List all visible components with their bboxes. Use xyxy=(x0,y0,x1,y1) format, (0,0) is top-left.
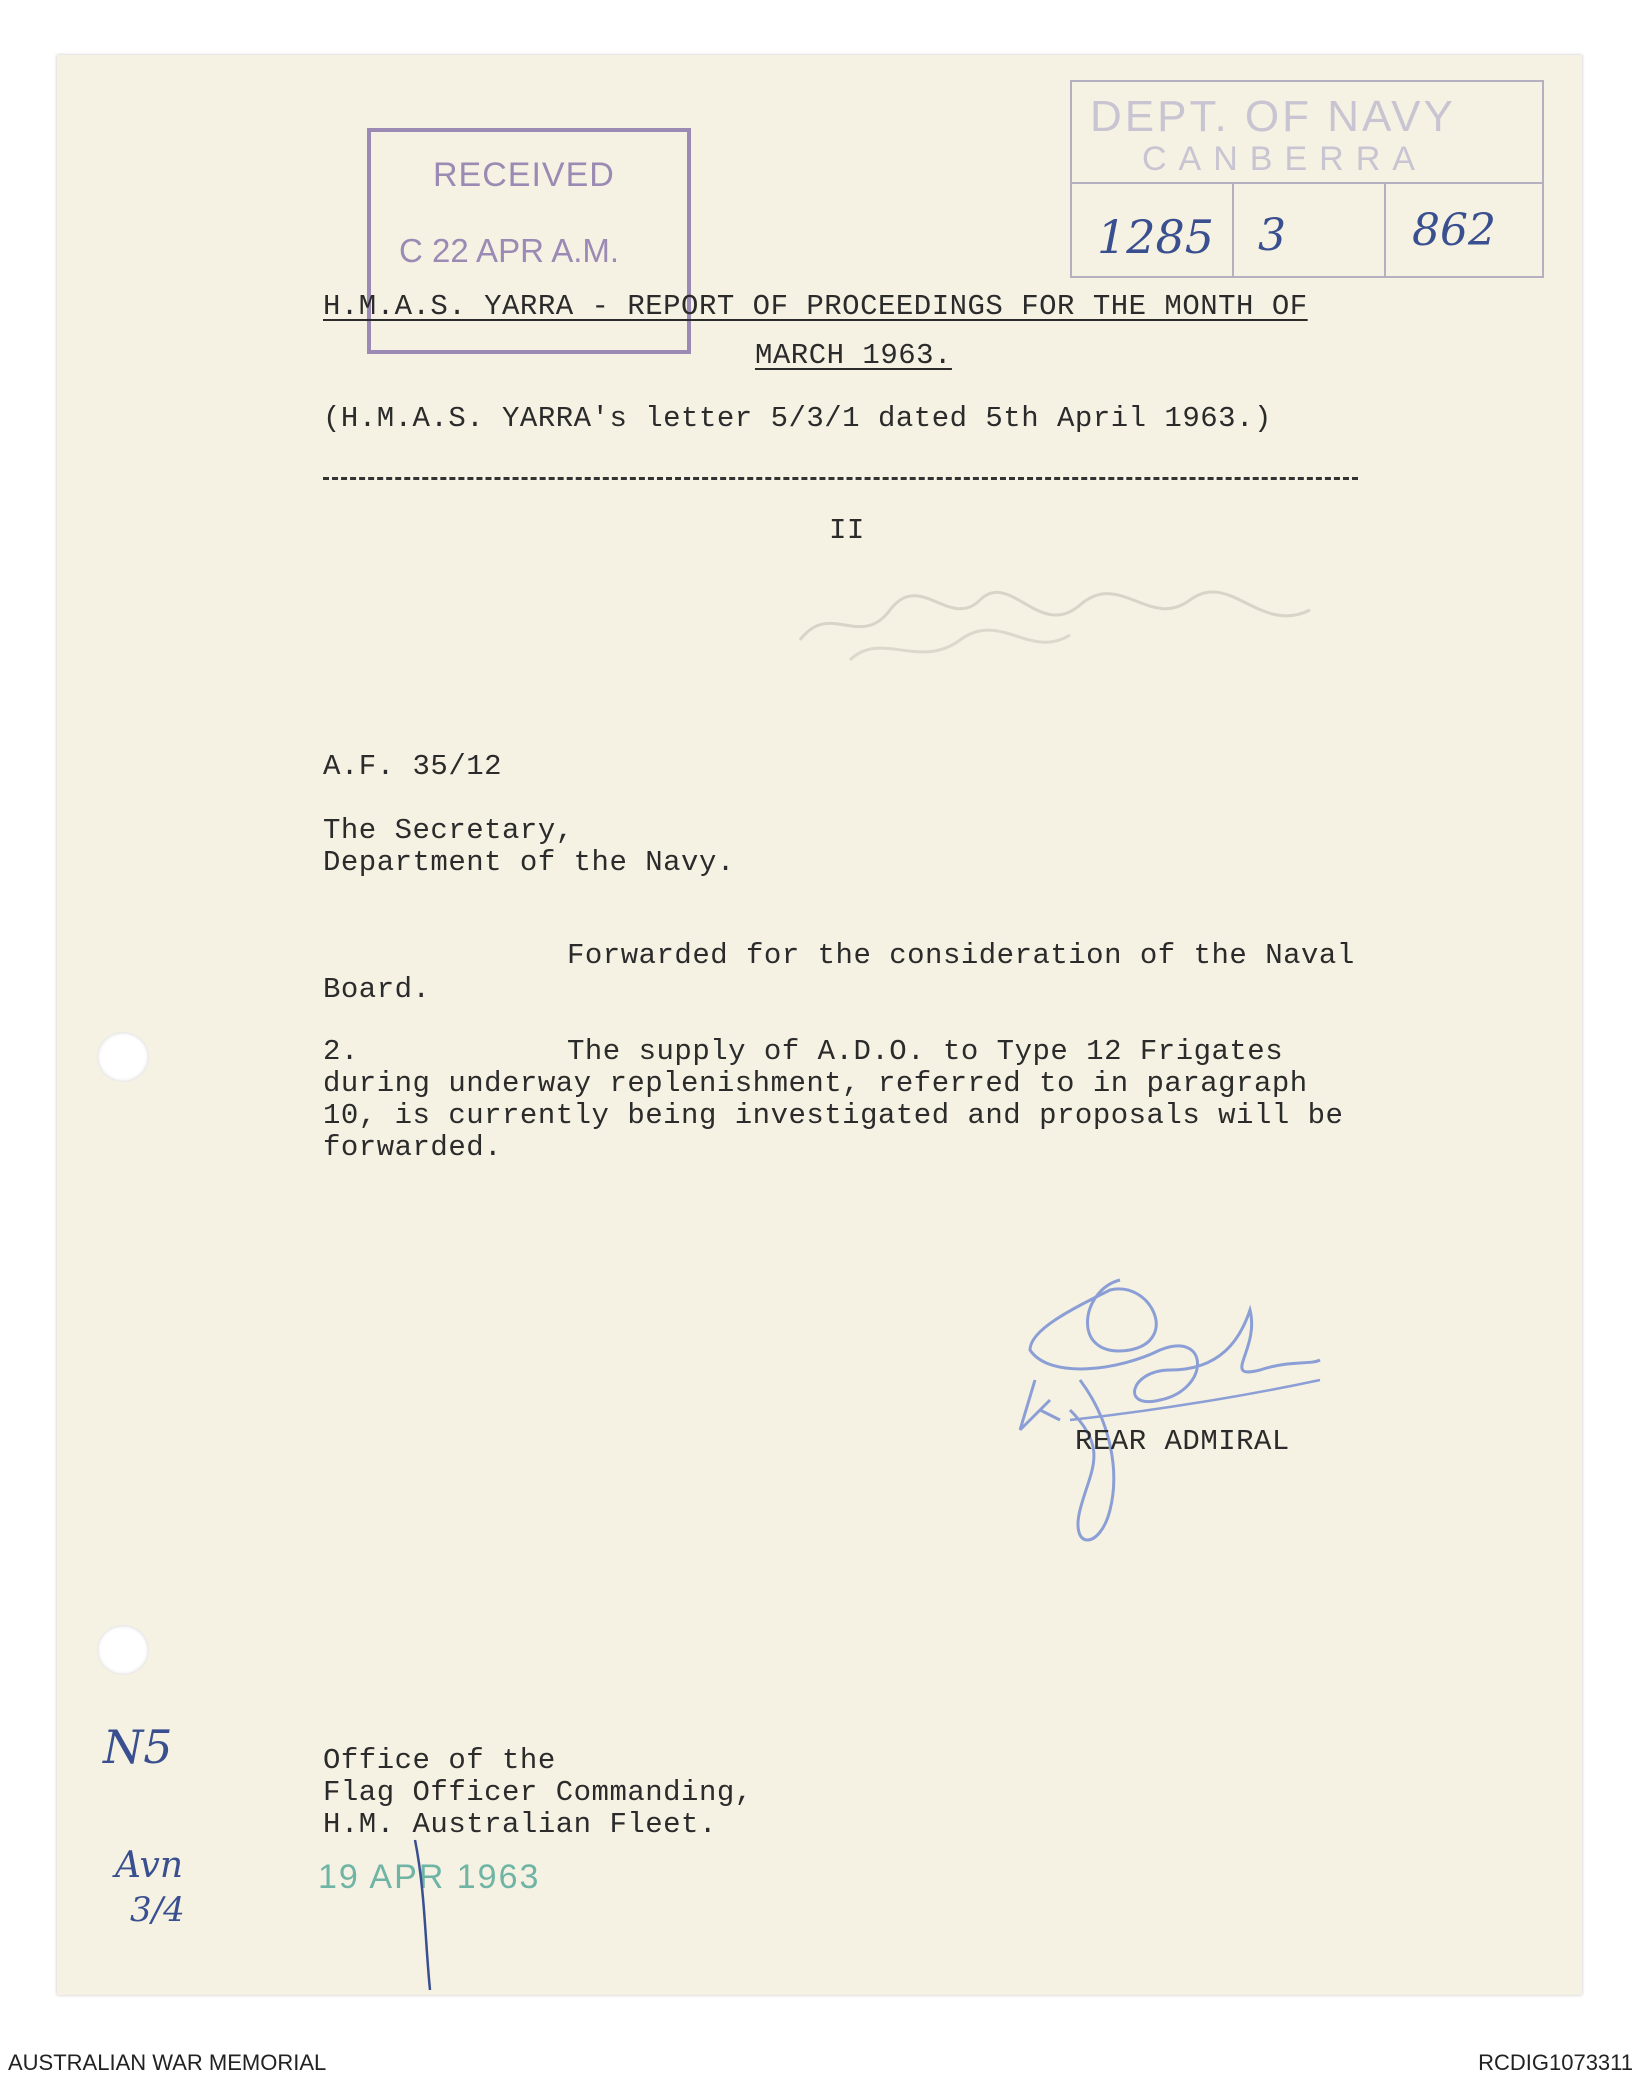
dept-navy-stamp-line1: DEPT. OF NAVY xyxy=(1090,92,1456,141)
document-title-line1: H.M.A.S. YARRA - REPORT OF PROCEEDINGS FOR THE MONTH OF xyxy=(323,290,1308,323)
date-stamp: 19 APR 1963 xyxy=(318,1858,541,1896)
office-line2: Flag Officer Commanding, xyxy=(323,1776,753,1809)
paragraph2-line1: The supply of A.D.O. to Type 12 Frigates xyxy=(567,1035,1284,1068)
paragraph2-line3: 10, is currently being investigated and proposals will be xyxy=(323,1099,1344,1132)
office-line3: H.M. Australian Fleet. xyxy=(323,1808,717,1841)
punch-hole-lower xyxy=(97,1625,149,1675)
paragraph2-number: 2. xyxy=(323,1035,359,1068)
file-number: A.F. 35/12 xyxy=(323,750,503,783)
stamp-cell-number: 862 xyxy=(1412,205,1496,256)
section-numeral: II xyxy=(829,514,865,547)
footer-left: AUSTRALIAN WAR MEMORIAL xyxy=(8,2050,327,2075)
document-title-line2: MARCH 1963. xyxy=(755,339,952,372)
paragraph2-line2: during underway replenishment, referred to in paragraph xyxy=(323,1067,1308,1100)
handwritten-signature xyxy=(1010,1270,1350,1570)
addressee-line1: The Secretary, xyxy=(323,814,574,847)
signature-title: REAR ADMIRAL xyxy=(1075,1425,1290,1458)
reference-line: (H.M.A.S. YARRA's letter 5/3/1 dated 5th April 1963.) xyxy=(323,402,1272,435)
stamp-cell-number: 1285 xyxy=(1097,210,1215,264)
paragraph2-line4: forwarded. xyxy=(323,1131,503,1164)
footer-right: RCDIG1073311 xyxy=(1478,2050,1633,2075)
paragraph1-line2: Board. xyxy=(323,973,431,1006)
received-stamp-label: RECEIVED xyxy=(433,156,615,194)
punch-hole-upper xyxy=(97,1032,149,1082)
received-stamp-date: C 22 APR A.M. xyxy=(399,232,620,269)
stamp-cell-number: 3 xyxy=(1258,210,1286,261)
addressee-line2: Department of the Navy. xyxy=(323,846,735,879)
margin-note: N5 xyxy=(103,1720,173,1774)
office-line1: Office of the xyxy=(323,1744,556,1777)
faint-pencil-note xyxy=(790,560,1350,680)
bottom-note-2: 3/4 xyxy=(130,1890,185,1930)
paragraph1-line1: Forwarded for the consideration of the Naval xyxy=(567,939,1355,972)
pen-stroke xyxy=(405,1830,445,2000)
dept-navy-stamp-line2: CANBERRA xyxy=(1142,140,1427,178)
dashed-divider xyxy=(323,477,1358,480)
bottom-note-1: Avn xyxy=(115,1845,184,1886)
